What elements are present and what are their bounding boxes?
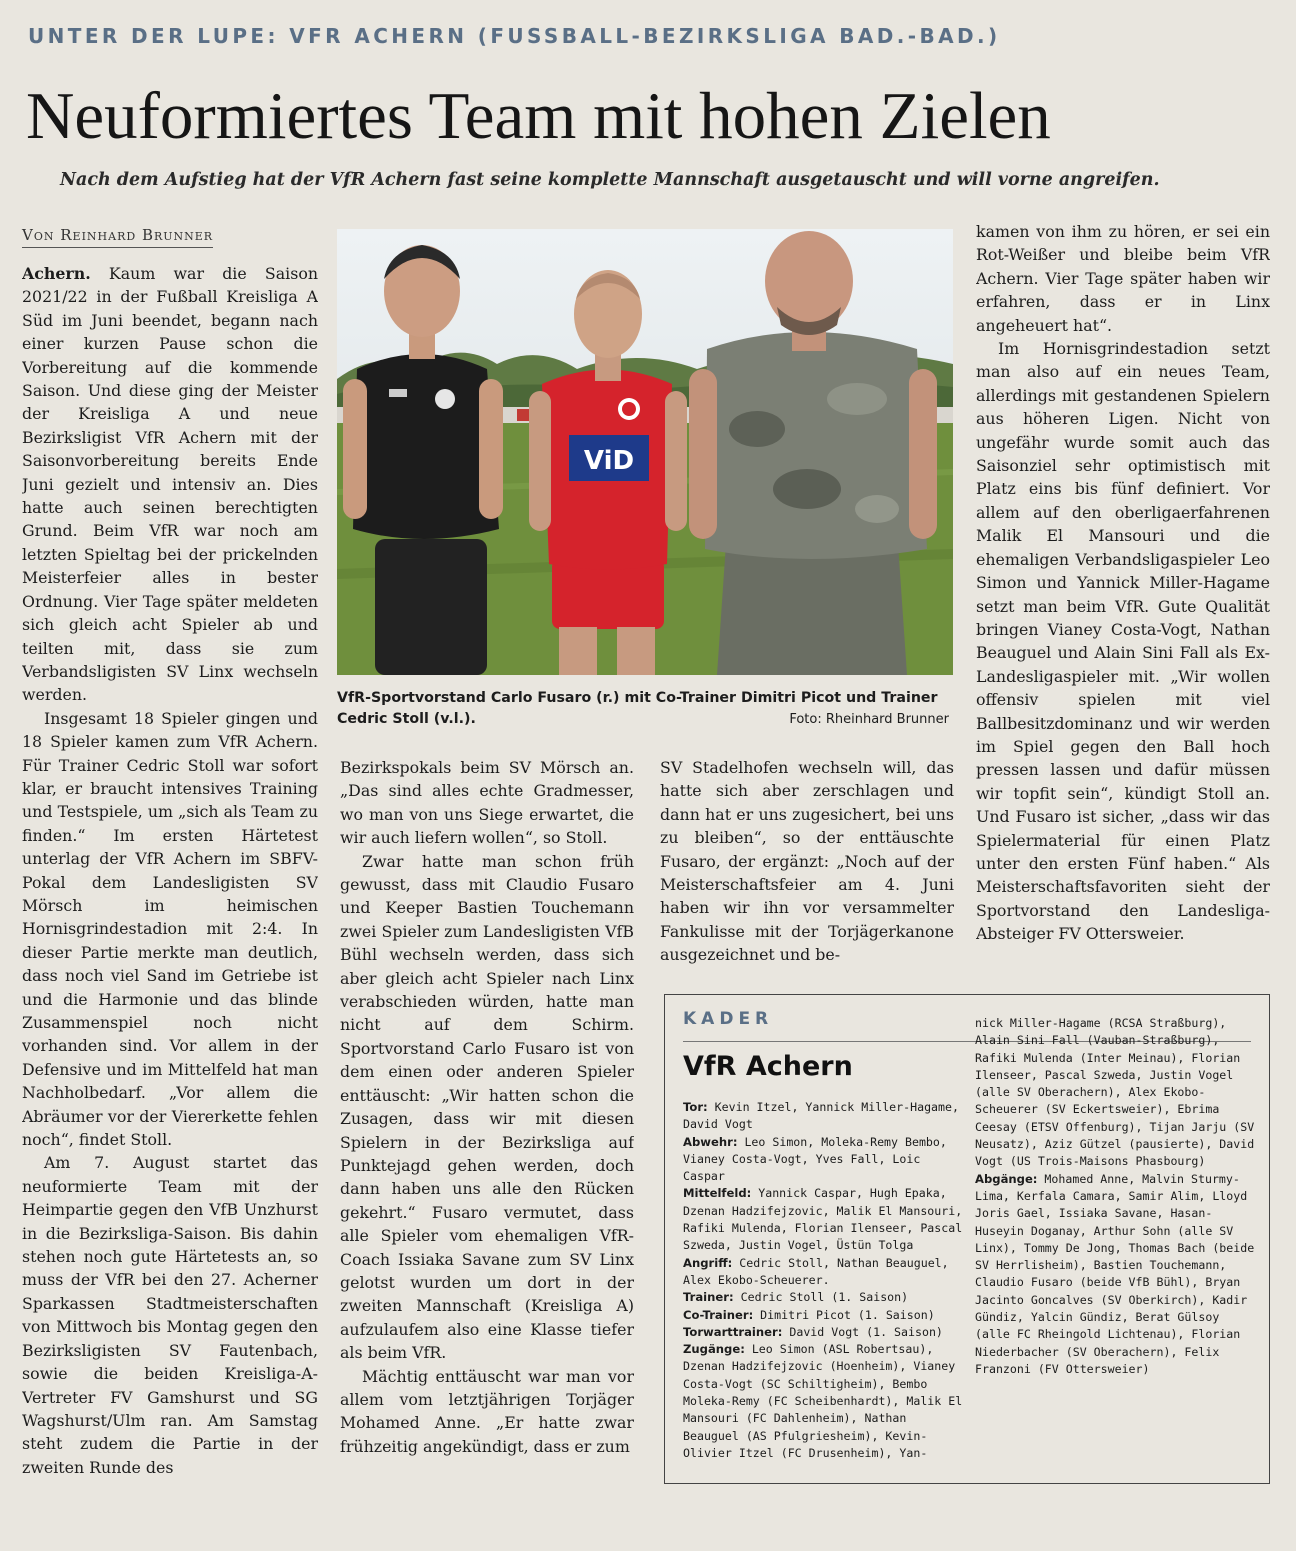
article-paragraph: Achern. Kaum war die Saison 2021/22 in der Fußball Kreisliga A Süd im Juni beendet, begann nach einer kurzen Pause schon die Vorbereitung auf die kommende Saison. Und diese ging der Meister der Kreisliga A und neue Bezirksligist VfR Achern mit der Saisonvorbereitung bereits Ende Juni gezielt und intensiv an. Dies hatte auch seinen berechtigten Grund. Beim VfR war noch am letzten Spieltag bei der prickelnden Meisterfeier alles in bester Ordnung. Vier Tage später meldeten sich gleich acht Spieler ab und teilten mit, dass sie zum Verbandsligisten SV Linx wechseln werden. — [22, 264, 318, 705]
shirt-sponsor: ViD — [583, 446, 635, 476]
kader-title: VfR Achern — [683, 1051, 853, 1082]
kader-entry: Angriff: Cedric Stoll, Nathan Beauguel, Alex Ekobo-Scheuerer. — [683, 1255, 949, 1287]
article-column-1 — [22, 262, 318, 1512]
article-paragraph: SV Stadelhofen wechseln will, das hatte sich aber zerschlagen und dann hat er uns zugesichert, bei uns zu bleiben“, so der enttäuschte Fusaro, der ergänzt: „Noch auf der Meisterschaftsfeier am 4. Juni haben wir ihn vor versammelter Fankulisse mit der Torjägerkanone ausgezeichnet und be- — [660, 758, 954, 965]
article-paragraph: kamen von ihm zu hören, er sei ein Rot-Weißer und bleibe beim VfR Achern. Vier Tage später haben wir erfahren, dass er in Linx angeheuert hat“. — [976, 222, 1270, 335]
kicker: UNTER DER LUPE: VFR ACHERN (FUSSBALL-BEZIRKSLIGA BAD.-BAD.) — [28, 24, 1001, 48]
kader-box — [664, 994, 1270, 1484]
headline: Neuformiertes Team mit hohen Zielen — [26, 79, 1051, 153]
article-paragraph: Zwar hatte man schon früh gewusst, dass mit Claudio Fusaro und Keeper Bastien Touchemann zwei Spieler zum Landesligisten VfB Bühl wechseln werden, dass sich aber gleich acht Spieler nach Linx verabschieden würden, hatte man nicht auf dem Schirm. Sportvorstand Carlo Fusaro ist von dem einen oder anderen Spieler enttäuscht: „Wir hatten schon die Zusagen, dass wir mit diesen Spielern in der Bezirksliga auf Punktejagd gehen werden, doch dann haben uns alle den Rücken gekehrt.“ Fusaro vermutet, dass alle Spieler vom ehemaligen VfR-Coach Issiaka Savane zum SV Linx gelotst wurden um dort in der zweiten Mannschaft (Kreisliga A) aufzulaufem also eine Klasse tiefer als beim VfR. — [340, 851, 634, 1363]
team-photo — [337, 229, 953, 675]
article-column-4 — [976, 220, 1270, 982]
photo-caption — [337, 688, 953, 730]
caption-text: VfR-Sportvorstand Carlo Fusaro (r.) mit Co-Trainer Dimitri Picot und Trainer Cedric Stoll (v.l.). — [337, 690, 938, 727]
kader-column-right — [975, 1015, 1255, 1475]
article-paragraph: Im Hornisgrindestadion setzt man also auf ein neues Team, allerdings mit gestandenen Spielern aus höheren Ligen. Nicht von ungefähr wurde somit auch das Saisonziel sehr optimistisch mit Platz eins bis fünf definiert. Vor allem auf den oberligaerfahrenen Malik El Mansouri und die ehemaligen Verbandsligaspieler Leo Simon und Yannick Miller-Hagame setzt man beim VfR. Gute Qualität bringen Vianey Costa-Vogt, Nathan Beauguel und Alain Sini Fall als Ex-Landesligaspieler mit. „Wir wollen offensiv spielen mit viel Ballbesitzdominanz und wir werden im Spiel gegen den Ball hoch pressen lassen und dafür müssen wir topfit sein“, kündigt Stoll an. Und Fusaro ist sicher, „dass wir das Spielermaterial für einen Platz unter den ersten Fünf haben.“ Als Meisterschaftsfavoriten sieht der Sportvorstand den Landesliga-Absteiger FV Ottersweier. — [976, 339, 1270, 944]
photo-illustration — [337, 229, 953, 675]
article-paragraph: Bezirkspokals beim SV Mörsch an. „Das sind alles echte Gradmesser, wo man von uns Siege erwartet, die wir auch liefern wollen“, so Stoll. — [340, 758, 634, 848]
kader-entry: Co-Trainer: Dimitri Picot (1. Saison) — [683, 1307, 935, 1322]
article-paragraph: Mächtig enttäuscht war man vor allem vom letztjährigen Torjäger Mohamed Anne. „Er hatte zwar frühzeitig angekündigt, dass er zum — [340, 1366, 634, 1456]
photo-credit: Foto: Rheinhard Brunner — [789, 712, 949, 727]
kader-label: KADER — [683, 1009, 774, 1029]
kader-column-left — [683, 1099, 965, 1475]
kader-entry: Tor: Kevin Itzel, Yannick Miller-Hagame, David Vogt — [683, 1100, 959, 1132]
kader-entry: Zugänge: Leo Simon (ASL Robertsau), Dzenan Hadzifejzovic (Hoenheim), Vianey Costa-Vogt (SC Schiltigheim), Bembo Moleka-Remy (FC Scheibenhardt), Malik El Mansouri (FC Dahlenheim), Nathan Beauguel (AS Pfulgriesheim), Kevin-Olivier Itzel (FC Drusenheim), Yan- — [683, 1342, 963, 1460]
kader-entry: Mittelfeld: Yannick Caspar, Hugh Epaka, Dzenan Hadzifejzovic, Malik El Mansouri, Rafiki Mulenda, Florian Ilenseer, Pascal Szweda, Justin Vogel, Üstün Tolga — [683, 1186, 963, 1253]
article-column-3 — [660, 756, 954, 976]
kader-entry: Abwehr: Leo Simon, Moleka-Remy Bembo, Vianey Costa-Vogt, Yves Fall, Loic Caspar — [683, 1134, 947, 1184]
kader-entry: Torwarttrainer: David Vogt (1. Saison) — [683, 1324, 943, 1339]
article-paragraph: Insgesamt 18 Spieler gingen und 18 Spieler kamen zum VfR Achern. Für Trainer Cedric Stoll war sofort klar, er braucht intensives Training und Testspiele, um „sich als Team zu finden.“ Im ersten Härtetest unterlag der VfR Achern im SBFV-Pokal dem Landesligisten SV Mörsch im heimischen Hornisgrindestadion mit 2:4. In dieser Partie merkte man deutlich, dass noch viel Sand im Getriebe ist und die Harmonie und das blinde Zusammenspiel noch nicht vorhanden sind. Vor allem in der Defensive und im Mittelfeld hat man Nachholbedarf. „Vor allem die Abräumer vor der Viererkette fehlen noch“, findet Stoll. — [22, 708, 318, 1150]
subheadline: Nach dem Aufstieg hat der VfR Achern fast seine komplette Mannschaft ausgetauscht und will vorne angreifen. — [60, 170, 1160, 190]
byline: Von Reinhard Brunner — [22, 226, 213, 248]
dateline: Achern. — [22, 264, 91, 283]
article-paragraph: Am 7. August startet das neuformierte Team mit der Heimpartie gegen den VfB Unzhurst in die Bezirksliga-Saison. Bis dahin stehen noch gute Härtetests an, so muss der VfR bei den 27. Acherner Sparkassen Stadtmeisterschaften von Mittwoch bis Montag gegen den Bezirksligisten SV Fautenbach, sowie die beiden Kreisliga-A-Vertreter FV Gamshurst und SG Wagshurst/Ulm ran. Am Samstag steht zudem die Partie in der zweiten Runde des — [22, 1153, 318, 1477]
article-column-2 — [340, 756, 634, 1512]
kader-entry: nick Miller-Hagame (RCSA Straßburg), Alain Sini Fall (Vauban-Straßburg), Rafiki Mulenda (Inter Meinau), Florian Ilenseer, Pascal Szweda, Justin Vogel (alle SV Oberachern), Alex Ekobo-Scheuerer (SV Eckertsweier), Ebrima Ceesay (ETSV Offenburg), Tijan Jarju (SV Neusatz), Aziz Gützel (pausierte), David Vogt (US Trois-Maisons Phasbourg) — [975, 1016, 1255, 1169]
kader-entry: Abgänge: Mohamed Anne, Malvin Sturmy-Lima, Kerfala Camara, Samir Alim, Lloyd Joris Gael, Issiaka Savane, Hasan-Huseyin Doganay, Arthur Sohn (alle SV Linx), Tommy De Jong, Thomas Bach (beide SV Herrlisheim), Bastien Touchemann, Claudio Fusaro (beide VfB Bühl), Bryan Jacinto Goncalves (SV Oberkirch), Kadir Gündiz, Yalcin Gündiz, Berat Gülsoy (alle FC Rheingold Lichtenau), Florian Niederbacher (SV Oberachern), Felix Franzoni (FV Ottersweier) — [975, 1171, 1255, 1376]
kader-entry: Trainer: Cedric Stoll (1. Saison) — [683, 1290, 909, 1305]
